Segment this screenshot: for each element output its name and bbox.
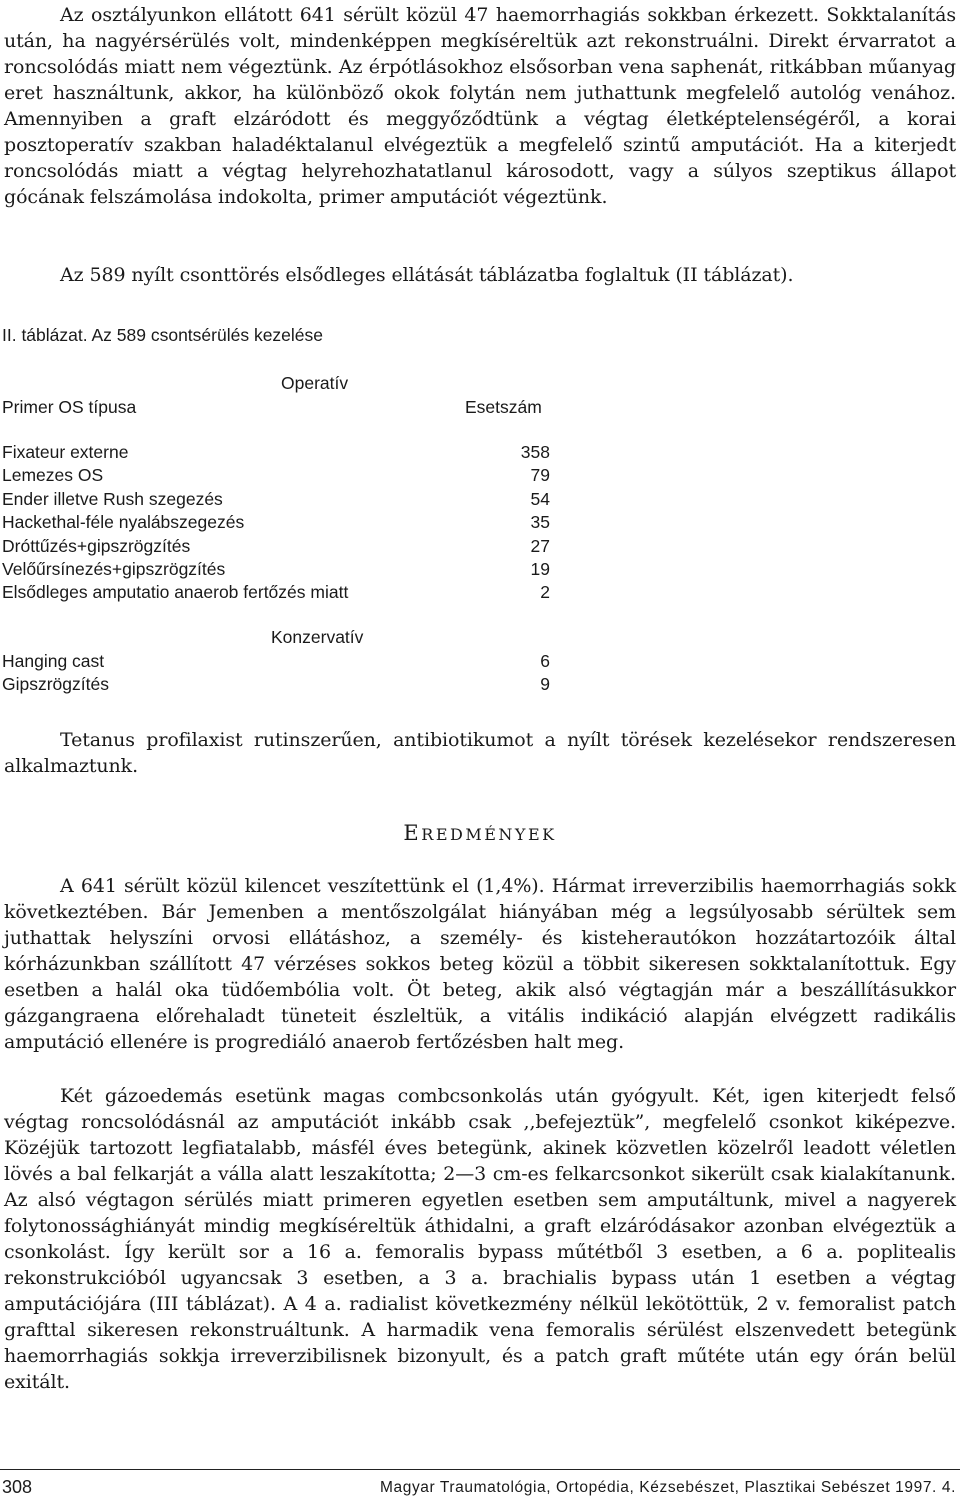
paragraph-tetanus: Tetanus profilaxist rutinszerűen, antibiotikumot a nyílt törések kezelésekor rendszeresen alkalmaztunk. [4,729,956,777]
paragraph-results-2: Két gázoedemás esetünk magas combcsonkolás után gyógyult. Két, igen kiterjedt felső végtag roncsolódásnál az amputációt inkább csak ,,befejeztük”, megfelelő csonkot kiképezve. Közéjük tartozott legfiatalabb, másfél éves betegünk, akinek közvetlen közelről leadott véletlen lövés a bal felkarját a válla alatt leszakította; 2—3 cm-es felkarcsonkot sikerült csak kialakítanunk. Az alsó végtagon sérülés miatt primeren egyetlen esetben sem amputáltunk, mivel a nagyerek folytonossághiányát mindig megkíséreltük áthidalni, a graft elzáródásakor azonban elvégeztük a csonkolást. Így került sor a 16 a. femoralis bypass műtétből 3 esetben, a 6 a. poplitealis rekonstrukcióból ugyancsak 3 esetben, a 3 a. brachialis bypass után 1 esetben a végtag amputációjára (III táblázat). A 4 a. radialist következmény nélkül lekötöttük, 2 v. femoralist patch grafttal sikeresen rekonstruáltunk. A harmadik vena femoralis sérülést elszenvedett betegünk haemorrhagiás sokkja irreverzibilisnek bizonyult, és a patch graft műtéte után egy órán belül exitált. [4,1085,956,1393]
table-row [2,511,550,534]
row-name: Lemezes OS [2,465,104,486]
table-operativ-rows [2,441,550,605]
row-value: 79 [530,465,550,486]
row-value: 6 [540,651,550,671]
table-row [2,673,550,696]
section-title-initial: E [403,821,422,845]
row-value: 9 [540,674,550,695]
row-name: Ender illetve Rush szegezés [2,488,223,509]
table-row [2,558,550,581]
row-name: Fixateur externe [2,442,129,462]
table-row [2,488,550,511]
table-group-operativ: Operatív [281,373,349,393]
table-konzervativ-rows [2,650,550,697]
row-value: 2 [540,582,550,603]
table-row [2,464,550,487]
table-column-type: Primer OS típusa [2,397,137,417]
table-group-konzervativ: Konzervatív [271,627,364,647]
row-value: 358 [520,442,550,462]
row-name: Velőűrsínezés+gipszrögzítés [2,558,226,579]
row-name: Elsődleges amputatio anaerob fertőzés miatt [2,582,349,603]
row-value: 27 [530,535,550,556]
footer-divider [0,1469,960,1470]
paragraph-intro: Az osztályunkon ellátott 641 sérült közül 47 haemorrhagiás sokkban érkezett. Sokktalanítás után, ha nagyérsérülés volt, mindenképpen megkíséreltük azt rekonstruálni. Direkt érvarratot a roncsolódás miatt nem végeztünk. Az érpótlásokhoz elsősorban vena saphenát, ritkábban műanyag eret használtunk, akkor, ha különböző okok folytán nem juthattunk megfelelő autológ venához. Amennyiben a graft elzáródott és meggyőződtünk a végtag életképtelenségéről, a korai posztoperatív szakban haladéktalanul elvégeztük a megfelelő szintű amputációt. Ha a kiterjedt roncsolódás miatt a végtag helyrehozhatatlanul károsodott, vagy a súlyos szeptikus állapot gócának felszámolása indokolta, primer amputációt végeztünk. [4,4,956,208]
table-column-count: Esetszám [465,397,542,417]
row-value: 19 [530,558,550,579]
table-row [2,535,550,558]
section-title-results [0,821,960,845]
journal-title: Magyar Traumatológia, Ortopédia, Kézsebészet, Plasztikai Sebészet 1997. 4. [380,1479,956,1496]
table-row [2,441,550,464]
row-name: Hackethal-féle nyalábszegezés [2,512,245,533]
paragraph-table-reference: Az 589 nyílt csonttörés elsődleges ellátását táblázatba foglaltuk (II táblázat). [60,264,794,286]
page-number: 308 [2,1477,33,1497]
row-name: Gipszrögzítés [2,674,109,695]
row-name: Hanging cast [2,651,105,671]
row-value: 35 [530,512,550,533]
section-title-rest: REDMÉNYEK [421,825,557,844]
row-value: 54 [530,488,550,509]
row-name: Dróttűzés+gipszrögzítés [2,535,191,556]
table-row [2,581,550,604]
table-caption: II. táblázat. Az 589 csontsérülés kezelése [2,325,324,345]
table-row [2,650,550,673]
paragraph-results-1: A 641 sérült közül kilencet veszítettünk el (1,4%). Hármat irreverzibilis haemorrhagiás sokk következtében. Bár Jemenben a mentőszolgálat hiányában még a legsúlyosabb sérültek sem juthattak helyszíni orvosi ellátáshoz, a személy- és kisteherautókon hozzátartozóik által kórházunkban szállított 47 vérzéses sokkos beteg közül a többit sikeresen sokktalanítottuk. Egy esetben a halál oka tüdőembólia volt. Öt beteg, akik alsó végtagján már a beszállításukkor gázgangraena előrehaladt tüneteit észleltük, a vitális indikáció alapján elvégzett radikális amputáció ellenére is progrediáló anaerob fertőzésben halt meg. [4,875,956,1053]
